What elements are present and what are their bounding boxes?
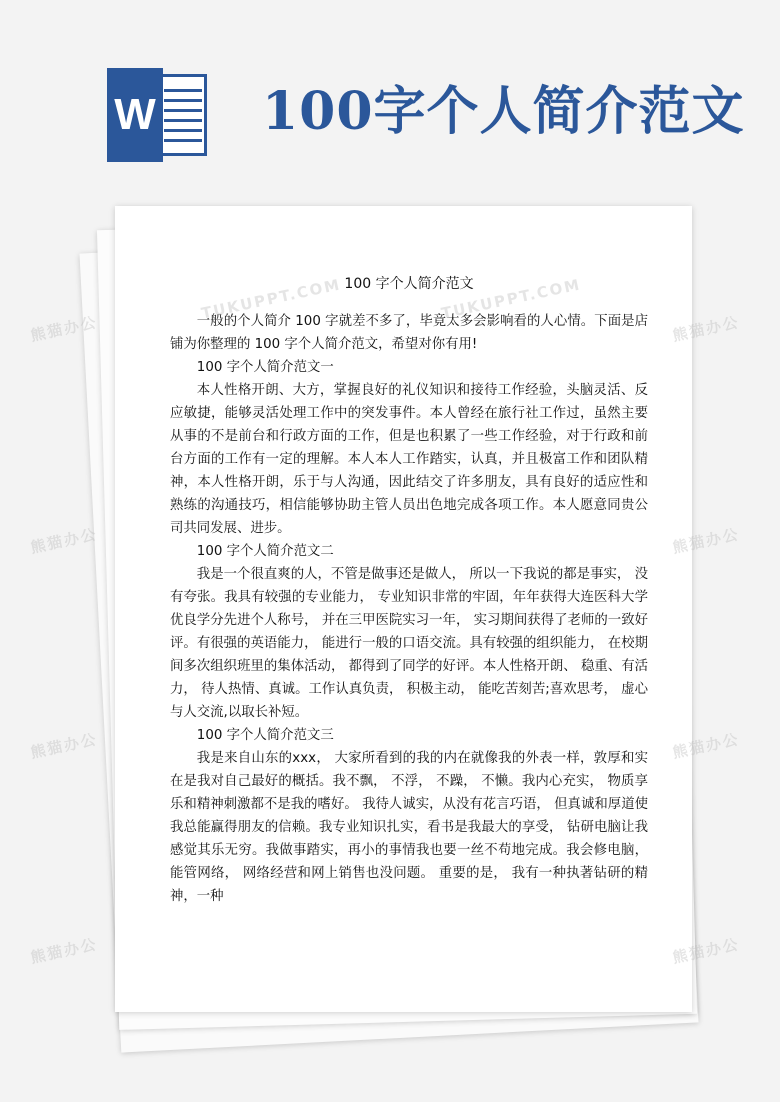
watermark: 熊猫办公 (670, 525, 742, 557)
paragraph: 一般的个人简介 100 字就差不多了，毕竟太多会影响看的人心情。下面是店铺为你整理的 100 字个人简介范文，希望对你有用! (170, 314, 648, 352)
watermark: 熊猫办公 (28, 935, 100, 967)
word-document-icon (107, 68, 209, 162)
watermark: TUKUPPT.COM (439, 275, 583, 323)
section-heading: 100 字个人简介范文二 (196, 544, 334, 559)
paragraph: 我是一个很直爽的人，不管是做事还是做人， 所以一下我说的都是事实， 没有夸张。我具有较强的专业能力， 专业知识非常的牢固，年年获得大连医科大学优良学分先进个人称号， 并在三甲医院实习一年， 实习期间获得了老师的一致好评。有很强的英语能力， 能进行一般的口语交流。具有较强的组织能力， 在校期间多次组织班里的集体活动， 都得到了同学的好评。本人性格开朗、 稳重、有活力， 待人热情、真诚。工作认真负责， 积极主动， 能吃苦刻苦;喜欢思考， 虚心与人交流,以取长补短。 (170, 567, 648, 720)
watermark: 熊猫办公 (670, 935, 742, 967)
paragraph: 本人性格开朗、大方，掌握良好的礼仪知识和接待工作经验，头脑灵活、反应敏捷，能够灵活处理工作中的突发事件。本人曾经在旅行社工作过，虽然主要从事的不是前台和行政方面的工作，但是也积累了一些工作经验，对于行政和前台方面的工作有一定的理解。本人本人工作踏实，认真，并且极富工作和团队精神，本人性格开朗，乐于与人沟通，因此结交了许多朋友，具有良好的适应性和熟练的沟通技巧，相信能够协助主管人员出色地完成各项工作。本人愿意同贵公司共同发展、进步。 (170, 383, 648, 536)
header (0, 0, 780, 190)
page-title: 100字个人简介范文 (262, 81, 745, 142)
document-body (170, 273, 648, 908)
watermark: 熊猫办公 (28, 313, 100, 345)
word-letter: W (107, 68, 163, 162)
paragraph-list (170, 310, 648, 908)
watermark: TUKUPPT.COM (199, 275, 343, 323)
section-heading: 100 字个人简介范文一 (196, 360, 334, 375)
watermark: 熊猫办公 (28, 525, 100, 557)
watermark: 熊猫办公 (670, 313, 742, 345)
section-heading: 100 字个人简介范文三 (196, 728, 334, 743)
document-page (115, 206, 692, 1012)
watermark: 熊猫办公 (28, 730, 100, 762)
paragraph: 我是来自山东的xxx， 大家所看到的我的内在就像我的外表一样，敦厚和实在是我对自己最好的概括。我不飘， 不浮， 不躁， 不懒。我内心充实， 物质享乐和精神刺激都不是我的嗜好。 我待人诚实，从没有花言巧语， 但真诚和厚道使我总能赢得朋友的信赖。我专业知识扎实，看书是我最大的享受， 钻研电脑让我感觉其乐无穷。我做事踏实，再小的事情我也要一丝不苟地完成。我会修电脑， 能管网络， 网络经营和网上销售也没问题。 重要的是， 我有一种执著钻研的精神，一种 (170, 751, 648, 904)
document-title: 100 字个人简介范文 (344, 276, 474, 292)
watermark: 熊猫办公 (670, 730, 742, 762)
